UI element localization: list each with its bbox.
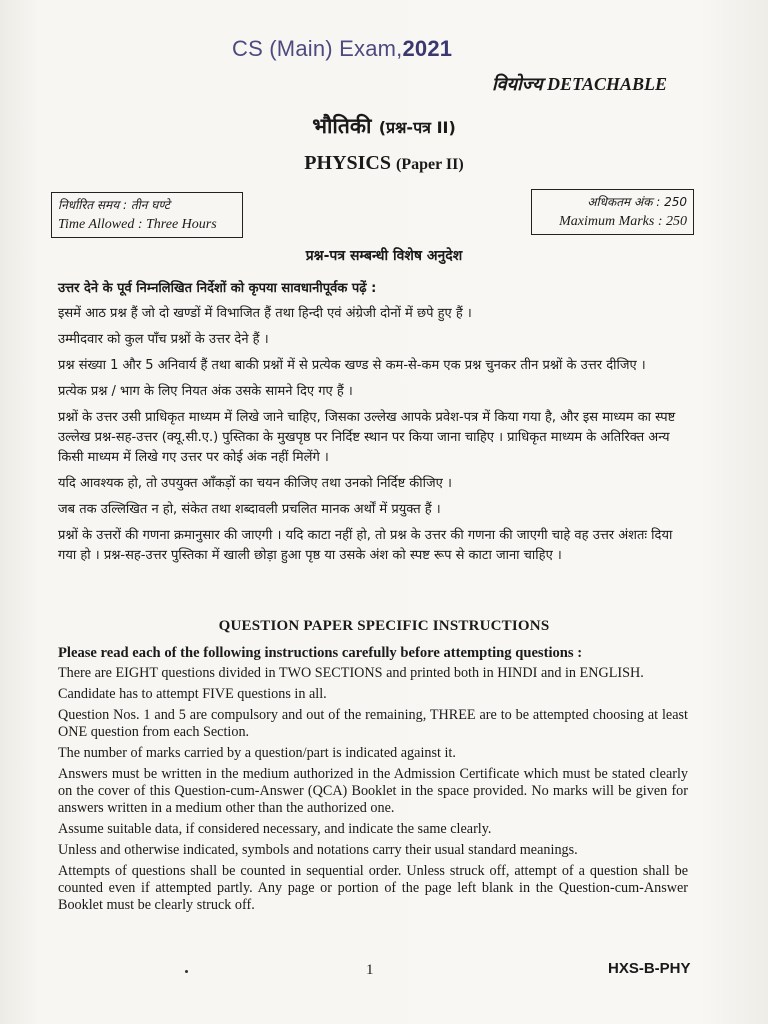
paper-code: HXS-B-PHY [608,960,691,977]
detachable-label: वियोज्य DETACHABLE [492,74,668,94]
title-hindi-sub: (प्रश्न-पत्र II) [378,118,456,137]
english-instruction-item: There are EIGHT questions divided in TWO SECTIONS and printed both in HINDI and in ENGLISH. [58,665,644,681]
maximum-marks-english: Maximum Marks : 250 [559,214,687,229]
english-instruction-item: Question Nos. 1 and 5 are compulsory and out of the remaining, THREE are to be attempted choosing at least ONE question from each Section. [58,707,688,740]
maximum-marks-box [531,189,694,235]
english-instruction-item: Unless and otherwise indicated, symbols and notations carry their usual standard meanings. [58,842,578,858]
english-instruction-item: The number of marks carried by a question/part is indicated against it. [58,745,456,761]
hindi-instructions-lead: उत्तर देने के पूर्व निम्नलिखित निर्देशों को कृपया सावधानीपूर्वक पढ़ें : [58,281,377,296]
english-instruction-item: Candidate has to attempt FIVE questions in all. [58,686,327,702]
hindi-instruction-item: उम्मीदवार को कुल पाँच प्रश्नों के उत्तर देने हैं । [58,332,269,347]
exam-stamp-text: CS (Main) Exam, [232,36,403,61]
hindi-instruction-item: प्रश्नों के उत्तर उसी प्राधिकृत माध्यम में लिखे जाने चाहिए, जिसका उल्लेख आपके प्रवेश-पत्र में किया गया है, और इस माध्यम का स्पष्ट उल्लेख प्रश्न-सह-उत्तर (क्यू.सी.ए.) पुस्तिका के मुखपृष्ठ पर निर्दिष्ट स्थान पर किया जाना चाहिए । प्राधिकृत माध्यम के अतिरिक्त अन्य किसी माध्यम में लिखे गए उत्तर पर कोई अंक नहीं मिलेंगे । [58,410,676,465]
hindi-instructions-heading: प्रश्न-पत्र सम्बन्धी विशेष अनुदेश [305,248,463,264]
english-instruction-item: Assume suitable data, if considered necessary, and indicate the same clearly. [58,821,492,837]
english-instruction-item: Attempts of questions shall be counted in sequential order. Unless struck off, attempt of a question shall be counted even if attempted partly. Any page or portion of the page left blank in the Question-cum-Answer Booklet must be clearly struck off. [58,863,688,913]
title-english-line [0,152,768,175]
maximum-marks-hindi: अधिकतम अंक : 250 [587,195,687,209]
title-english-sub: (Paper II) [396,156,464,173]
hindi-instruction-item: जब तक उल्लिखित न हो, संकेत तथा शब्दावली प्रचलित मानक अर्थों में प्रयुक्त हैं । [58,502,441,517]
english-instructions-heading: QUESTION PAPER SPECIFIC INSTRUCTIONS [218,618,550,634]
hindi-instruction-item: प्रश्नों के उत्तरों की गणना क्रमानुसार की जाएगी । यदि काटा नहीं हो, तो प्रश्न के उत्तर की गणना की जाएगी चाहे वह उत्तर अंशतः दिया गया हो । प्रश्न-सह-उत्तर पुस्तिका में खाली छोड़ा हुआ पृष्ठ या उसके अंश को स्पष्ट रूप से काटा जाना चाहिए । [58,528,673,563]
exam-stamp-year: 2021 [402,36,453,61]
time-allowed-box [51,192,243,238]
title-hindi: भौतिकी [312,114,372,138]
hindi-instruction-item: प्रश्न संख्या 1 और 5 अनिवार्य हैं तथा बाकी प्रश्नों में से प्रत्येक खण्ड से कम-से-कम एक प्रश्न चुनकर तीन प्रश्नों के उत्तर दीजिए । [58,358,646,373]
hindi-instruction-item: प्रत्येक प्रश्न / भाग के लिए नियत अंक उसके सामने दिए गए हैं । [58,384,353,399]
exam-stamp [232,36,452,62]
english-instruction-item: Answers must be written in the medium authorized in the Admission Certificate which must be stated clearly on the cover of this Question-cum-Answer (QCA) Booklet in the space provided. No marks will be given for answers written in a medium other than the authorized one. [58,766,688,816]
english-instructions [58,645,688,918]
hindi-instruction-item: इसमें आठ प्रश्न हैं जो दो खण्डों में विभाजित हैं तथा हिन्दी एवं अंग्रेजी दोनों में छपे हुए हैं । [58,306,472,321]
time-allowed-english: Time Allowed : Three Hours [58,217,217,232]
page-number: 1 [366,962,374,978]
hindi-instruction-item: यदि आवश्यक हो, तो उपयुक्त आँकड़ों का चयन कीजिए तथा उनको निर्दिष्ट कीजिए । [58,476,452,491]
title-hindi-line [0,112,768,140]
english-instructions-lead: Please read each of the following instructions carefully before attempting questions : [58,645,583,661]
title-english: PHYSICS [304,152,391,174]
scan-speck [185,970,188,973]
time-allowed-hindi: निर्धारित समय : तीन घण्टे [58,198,170,212]
hindi-instructions [58,279,688,572]
